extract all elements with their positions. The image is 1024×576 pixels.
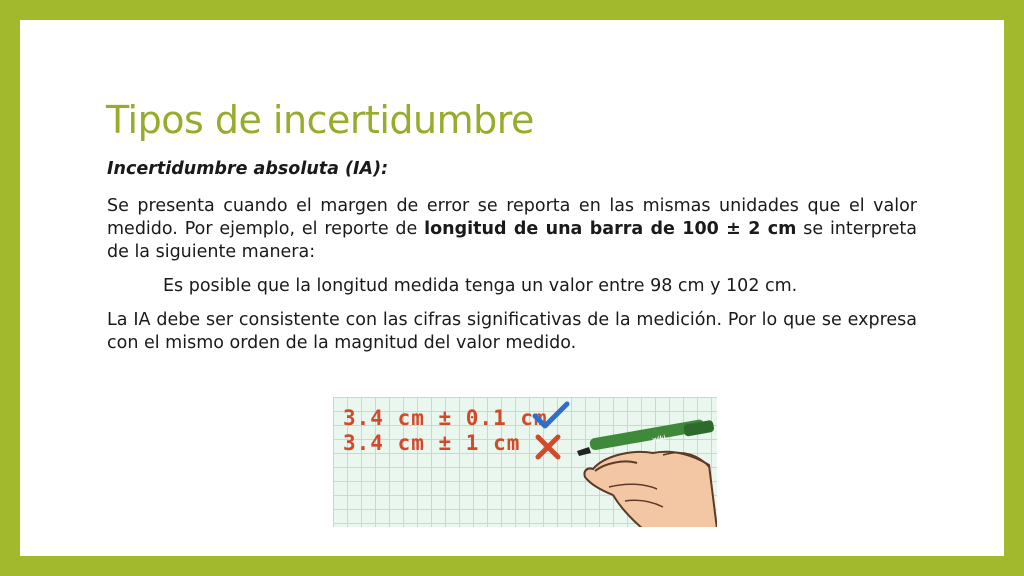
pen-brand: wiki	[652, 434, 667, 444]
incorrect-measurement-text: 3.4 cm ± 1 cm	[343, 431, 521, 455]
correct-measurement-text: 3.4 cm ± 0.1 cm	[343, 406, 548, 430]
measurement-illustration	[333, 397, 717, 527]
hand-icon	[584, 452, 717, 527]
hand-with-pen-icon	[533, 409, 717, 527]
paragraph-bold-example: longitud de una barra de 100 ± 2 cm	[424, 219, 797, 239]
paragraph-consistency: La IA debe ser consistente con las cifras significativas de la medición. Por lo que se expresa con el mismo orden de la magnitud del valor medido.	[107, 310, 917, 353]
paragraph-text-1: Se presenta cuando el margen de error se reporta en las mismas unidades que el valor medido. Por ejemplo, el reporte de	[107, 196, 917, 239]
slide	[20, 20, 1004, 556]
paragraph-definition	[107, 195, 917, 264]
indented-example: Es posible que la longitud medida tenga un valor entre 98 cm y 102 cm.	[163, 276, 798, 296]
pen-icon	[577, 419, 715, 456]
slide-title: Tipos de incertidumbre	[106, 98, 534, 142]
subheading: Incertidumbre absoluta (IA):	[107, 159, 389, 179]
paragraph-text-2: se interpreta de la siguiente manera:	[107, 219, 917, 262]
slide-body	[107, 158, 917, 366]
